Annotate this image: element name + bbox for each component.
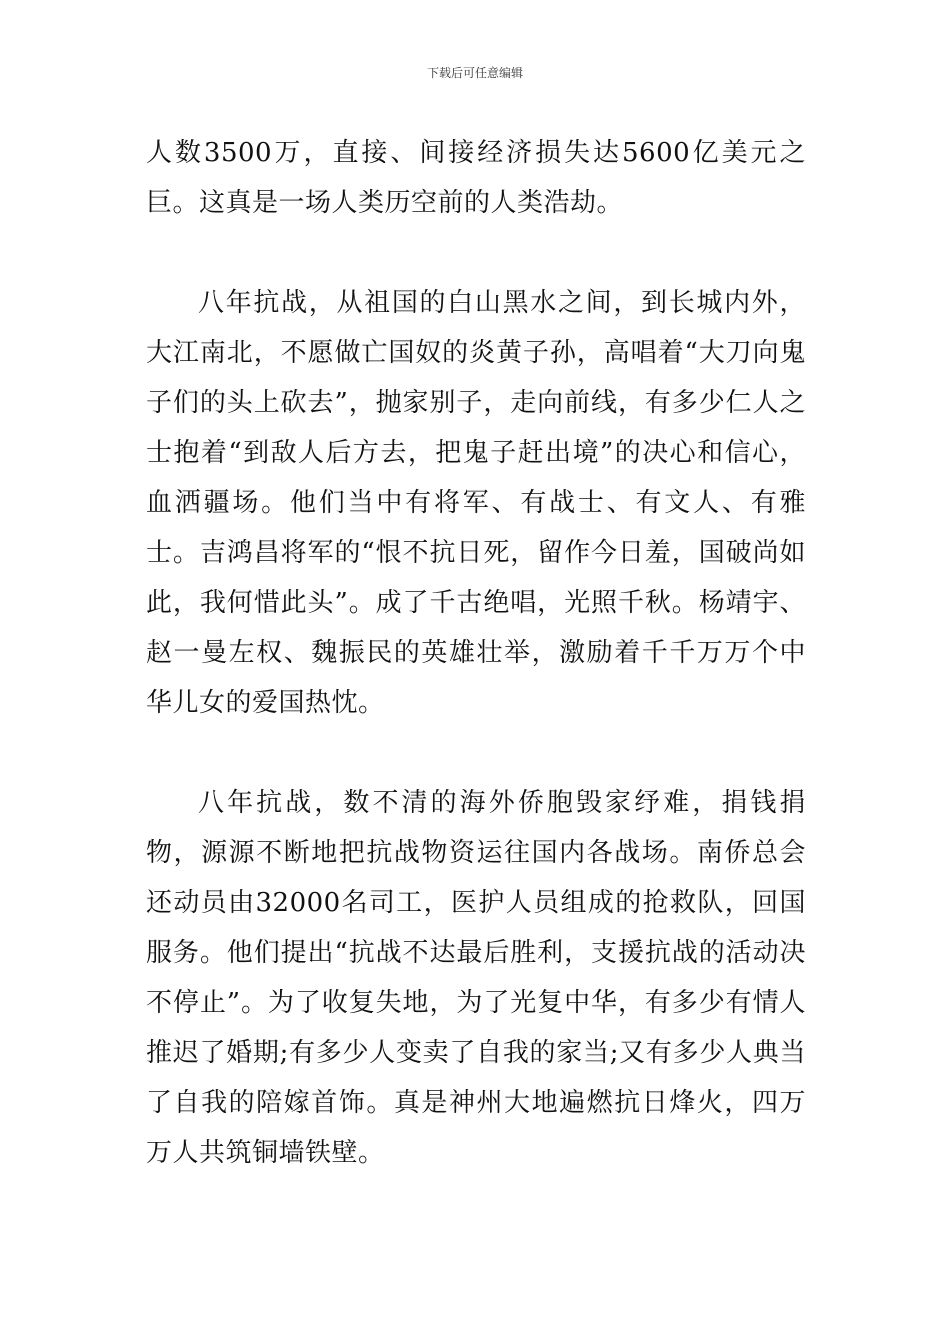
paragraph-gap <box>146 228 806 278</box>
paragraph-gap <box>146 728 806 778</box>
paragraph-1: 人数3500万，直接、间接经济损失达5600亿美元之巨。这真是一场人类历空前的人类浩劫。 <box>146 138 806 218</box>
paragraph-2: 八年抗战，从祖国的白山黑水之间，到长城内外，大江南北，不愿做亡国奴的炎黄子孙，高唱着“大刀向鬼子们的头上砍去”，抛家别子，走向前线，有多少仁人之士抱着“到敌人后方去，把鬼子赶出境”的决心和信心，血洒疆场。他们当中有将军、有战士、有文人、有雅士。吉鸿昌将军的“恨不抗日死，留作今日羞，国破尚如此，我何惜此头”。成了千古绝唱，光照千秋。杨靖宇、赵一曼左权、魏振民的英雄壮举，激励着千千万万个中华儿女的爱国热忱。 <box>146 288 806 718</box>
document-body <box>146 128 806 1178</box>
page-header: 下载后可任意编辑 <box>426 66 523 80</box>
paragraph-3: 八年抗战，数不清的海外侨胞毁家纾难，捐钱捐物，源源不断地把抗战物资运往国内各战场。南侨总会还动员由32000名司工，医护人员组成的抢救队，回国服务。他们提出“抗战不达最后胜利，支援抗战的活动决不停止”。为了收复失地，为了光复中华，有多少有情人推迟了婚期;有多少人变卖了自我的家当;又有多少人典当了自我的陪嫁首饰。真是神州大地遍燃抗日烽火，四万万人共筑铜墙铁壁。 <box>146 788 806 1168</box>
